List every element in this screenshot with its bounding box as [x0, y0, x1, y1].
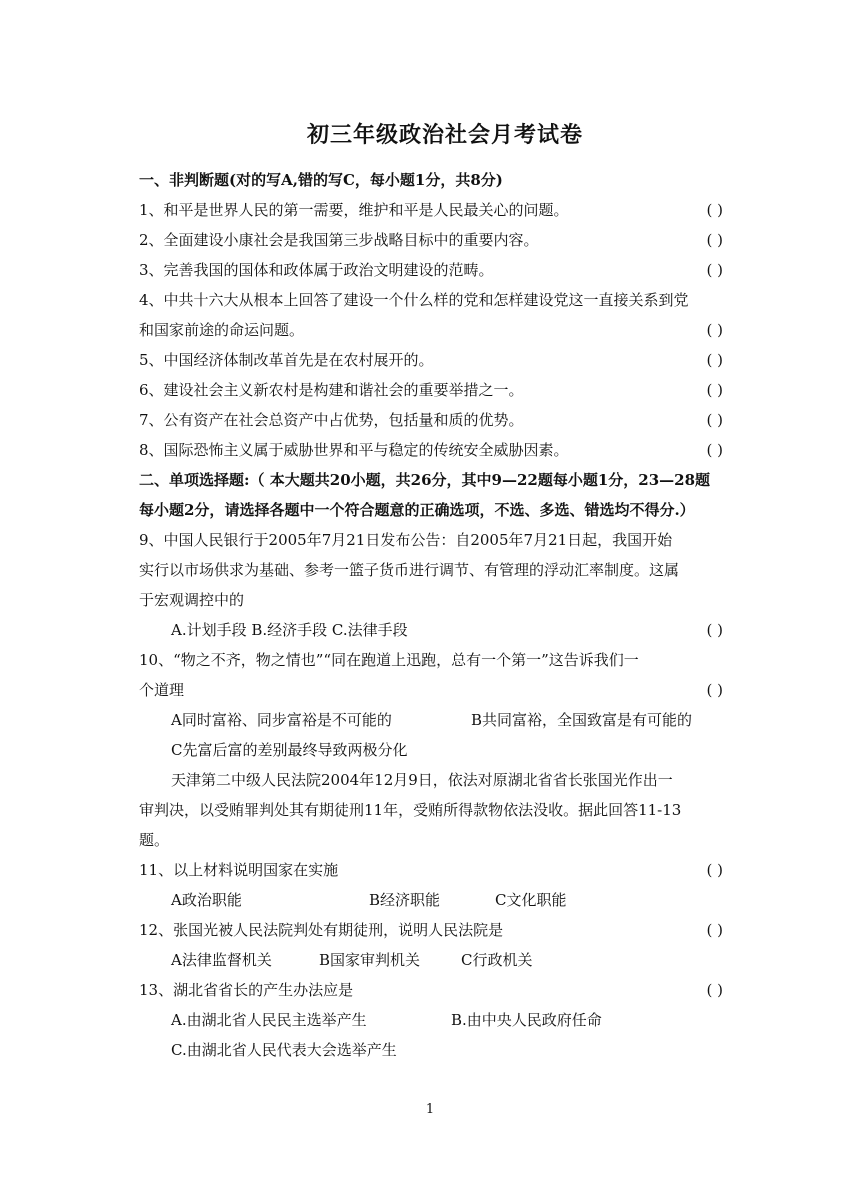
- question-5: 5、中国经济体制改革首先是在农村展开的。 ( ): [139, 351, 723, 369]
- question-9-line3: 于宏观调控中的: [139, 591, 245, 609]
- question-10-option-c: C先富后富的差别最终导致两极分化: [171, 741, 408, 759]
- question-10-line2: 个道理 ( ): [139, 681, 723, 699]
- question-11: 11、以上材料说明国家在实施 ( ): [139, 861, 723, 879]
- page-title: 初三年级政治社会月考试卷: [306, 122, 583, 148]
- question-2: 2、全面建设小康社会是我国第三步战略目标中的重要内容。 ( ): [139, 231, 723, 249]
- option-a: A同时富裕、同步富裕是不可能的: [171, 711, 392, 729]
- question-4-line2: 和国家前途的命运问题。 ( ): [139, 321, 723, 339]
- question-8: 8、国际恐怖主义属于威胁世界和平与稳定的传统安全威胁因素。 ( ): [139, 441, 723, 459]
- material-line3: 题。: [139, 831, 170, 849]
- question-7: 7、公有资产在社会总资产中占优势，包括量和质的优势。 ( ): [139, 411, 723, 429]
- question-4-line1: 4、中共十六大从根本上回答了建设一个什么样的党和怎样建设党这一直接关系到党: [139, 291, 689, 309]
- option-b: B共同富裕，全国致富是有可能的: [471, 711, 693, 729]
- question-10-line1: 10、“物之不齐，物之情也”“同在跑道上迅跑，总有一个第一”这告诉我们一: [139, 651, 639, 669]
- page-number: 1: [425, 1102, 435, 1117]
- section1-heading: 一、非判断题(对的写A,错的写C，每小题1分，共8分): [139, 171, 503, 189]
- question-13: 13、湖北省省长的产生办法应是 ( ): [139, 981, 723, 999]
- section2-heading-line2: 每小题2分，请选择各题中一个符合题意的正确选项，不选、多选、错选均不得分.）: [139, 501, 695, 519]
- exam-page: 初三年级政治社会月考试卷 一、非判断题(对的写A,错的写C，每小题1分，共8分) 1、和平是世界人民的第一需要，维护和平是人民最关心的问题。 ( ) 2、全面建设小康社会是我国第三步战略目标中的重要内容。 ( ) 3、完善我国的国体和政体属于政治文明建设的范畴。 ( ) 4、中共十六大从根本上回答了建设一个什么样的党和怎样建设党这一直接关系到党 和国家前途的命运问题。 ( ) 5、中国经济体制改革首先是在农村展开的。 ( ) 6、建设社会主义新农村是构建和谐社会的重要举措之一。 ( ) 7、公有资产在社会总资产中占优势，包括量和质的优势。 ( ) 8、国际恐怖主义属于威胁世界和平与稳定的传统安全威胁因素。 ( ) 二、单项选择题:（ 本大题共20小题，共26分，其中9—22题每小题1分，23—28题 每小题2分，请选择各题中一个符合题意的正确选项，不选、多选、错选均不得分.） 9、中国人民银行于2005年7月21日发布公告：自2005年7月21日起，我国开始 实行以市场供求为基础、参考一篮子货币进行调节、有管理的浮动汇率制度。这属 于宏观调控中的 A.计划手段 B.经济手段 C.法律手段 ( ) 10、“物之不齐，物之情也”“同在跑道上迅跑，总有一个第一”这告诉我们一 个道理 ( ) A同时富裕、同步富裕是不可能的 B共同富裕，全国致富是有可能的 C先富后富的差别最终导致两极分化 天津第二中级人民法院2004年12月9日，依法对原湖北省省长张国光作出一 审判决，以受贿罪判处其有期徒刑11年，受贿所得款物依法没收。据此回答11-13 题。 11、以上材料说明国家在实施 ( ) A政治职能 B经济职能 C文化职能 12、张国光被人民法院判处有期徒刑，说明人民法院是 ( ) A法律监督机关 B国家审判机关 C行政机关 13、湖北省省长的产生办法应是 ( ) A.由湖北省人民民主选举产生 B.由中央人民政府任命 C.由湖北省人民代表大会选举产生 1: [0, 0, 860, 1193]
- question-9-line1: 9、中国人民银行于2005年7月21日发布公告：自2005年7月21日起，我国开始: [139, 531, 673, 549]
- question-12: 12、张国光被人民法院判处有期徒刑，说明人民法院是 ( ): [139, 921, 723, 939]
- question-6: 6、建设社会主义新农村是构建和谐社会的重要举措之一。 ( ): [139, 381, 723, 399]
- material-line1: 天津第二中级人民法院2004年12月9日，依法对原湖北省省长张国光作出一: [171, 771, 673, 789]
- question-9-line2: 实行以市场供求为基础、参考一篮子货币进行调节、有管理的浮动汇率制度。这属: [139, 561, 680, 579]
- question-13-option-c: C.由湖北省人民代表大会选举产生: [171, 1041, 397, 1059]
- material-line2: 审判决，以受贿罪判处其有期徒刑11年，受贿所得款物依法没收。据此回答11-13: [139, 801, 682, 819]
- section2-heading-line1: 二、单项选择题:（ 本大题共20小题，共26分，其中9—22题每小题1分，23—28题: [139, 471, 711, 489]
- question-3: 3、完善我国的国体和政体属于政治文明建设的范畴。 ( ): [139, 261, 723, 279]
- question-1: 1、和平是世界人民的第一需要，维护和平是人民最关心的问题。 ( ): [139, 201, 723, 219]
- question-9-options: A.计划手段 B.经济手段 C.法律手段 ( ): [171, 621, 723, 639]
